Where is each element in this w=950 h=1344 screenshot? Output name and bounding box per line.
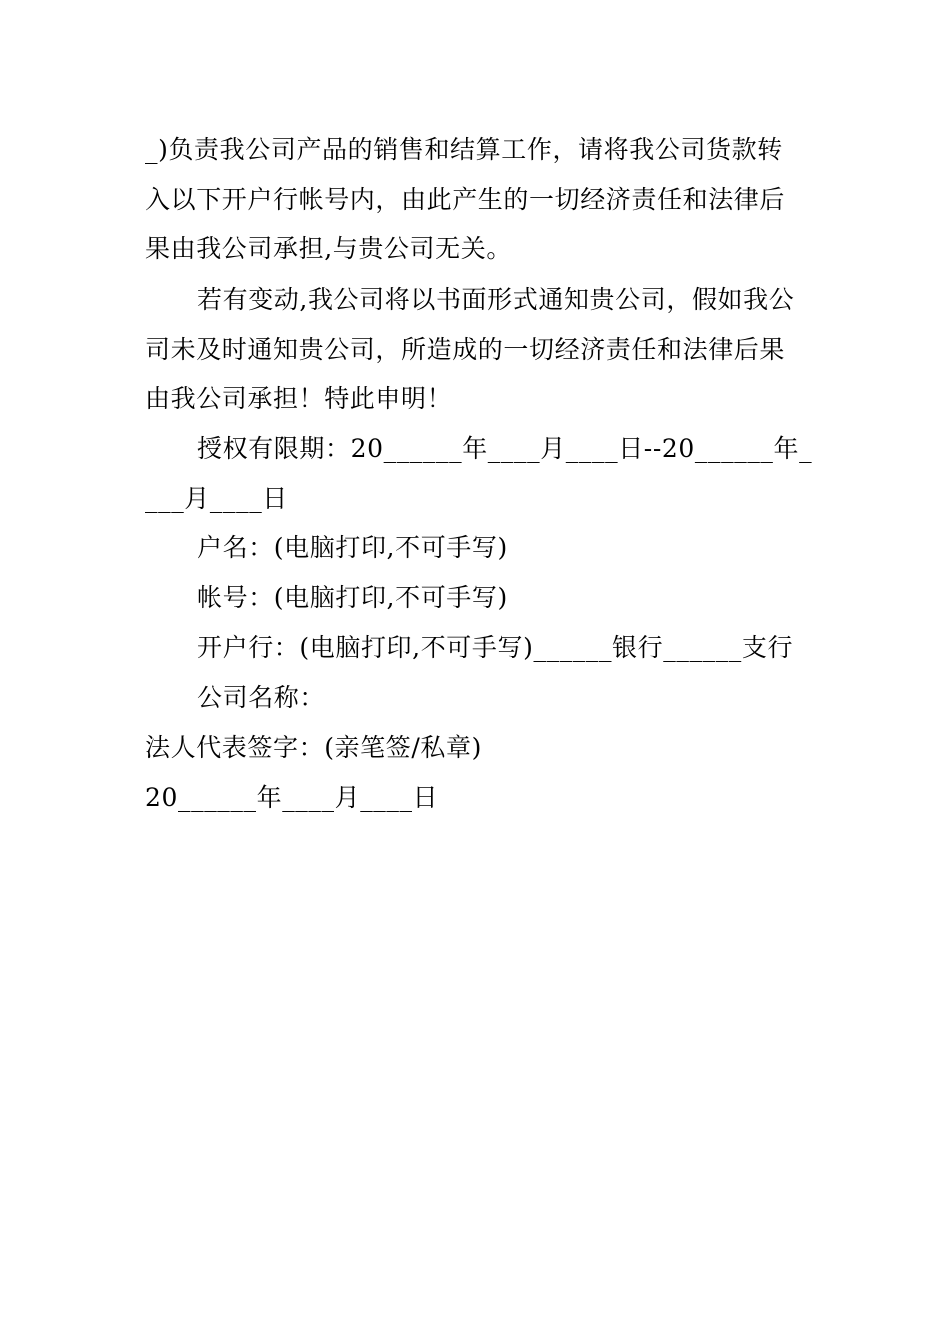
- bank-field: 开户行：(电脑打印,不可手写)______银行______支行: [197, 633, 794, 662]
- paragraph2-line3: 由我公司承担！特此申明！: [145, 384, 453, 413]
- paragraph1-line3: 果由我公司承担,与贵公司无关。: [145, 234, 512, 263]
- company-name-field: 公司名称：: [197, 683, 326, 712]
- paragraph2-line2: 司未及时通知贵公司，所造成的一切经济责任和法律后果: [145, 335, 786, 364]
- paragraph2-line1: 若有变动,我公司将以书面形式通知贵公司，假如我公: [197, 285, 795, 314]
- authorization-period-line2: ___月____日: [145, 484, 288, 513]
- paragraph1-line1: _)负责我公司产品的销售和结算工作，请将我公司货款转: [145, 135, 783, 164]
- legal-signature-field: 法人代表签字：(亲笔签/私章): [145, 733, 482, 762]
- date-field: 20______年____月____日: [145, 783, 439, 812]
- paragraph1-line2: 入以下开户行帐号内，由此产生的一切经济责任和法律后: [145, 185, 786, 214]
- account-name-field: 户名：(电脑打印,不可手写): [197, 533, 508, 562]
- account-number-field: 帐号：(电脑打印,不可手写): [197, 583, 508, 612]
- authorization-period-line1: 授权有限期：20______年____月____日--20______年_: [197, 434, 813, 463]
